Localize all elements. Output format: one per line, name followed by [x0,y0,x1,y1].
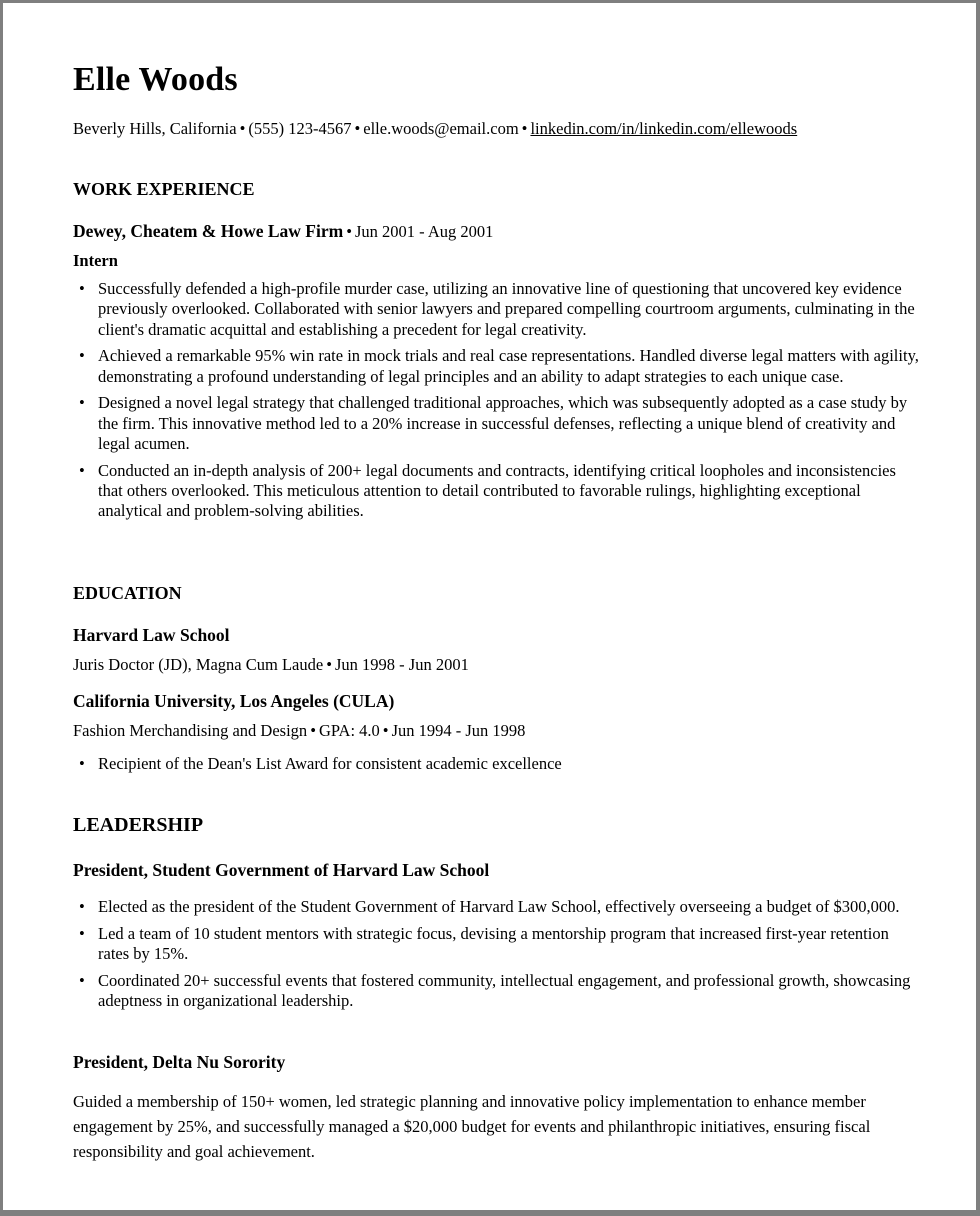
gpa: GPA: 4.0 [318,721,380,740]
bullet-text: Elected as the president of the Student Government of Harvard Law School, effectively overseeing a budget of $300,000. [98,897,900,916]
bullet-icon: • [79,897,85,916]
list-item [73,897,923,917]
bullet-text: Recipient of the Dean's List Award for consistent academic excellence [98,754,562,773]
degree: Juris Doctor (JD), Magna Cum Laude [73,655,324,674]
school-bullets [73,754,923,781]
bullet-icon: • [79,279,85,298]
job-role: Intern [73,251,118,270]
job-header [73,221,493,242]
bullet-icon: • [79,970,85,990]
bullet-icon: • [79,923,85,943]
list-item [73,393,923,454]
degree: Fashion Merchandising and Design [73,721,308,740]
leadership-bullets [73,897,923,1018]
bullet-icon: • [79,754,85,773]
bullet-icon: • [79,393,85,413]
separator: • [326,655,332,674]
list-item [73,279,923,340]
leadership-role-title: President, Delta Nu Sorority [73,1052,286,1072]
email: elle.woods@email.com [363,119,519,138]
list-item [73,461,923,522]
list-item [73,346,923,387]
separator: • [346,222,352,241]
leadership-role-title: President, Student Government of Harvard Law School [73,860,490,880]
list-item [73,754,923,774]
school-name: Harvard Law School [73,625,230,645]
separator: • [310,721,316,740]
bullet-text: Coordinated 20+ successful events that fostered community, intellectual engagement, and professional growth, showcasing adeptness in organizational leadership. [98,970,911,1011]
bullet-text: Designed a novel legal strategy that challenged traditional approaches, which was subsequently adopted as a case study by the firm. This innovative method led to a 20% increase in successful defenses, reflecting a unique blend of creativity and legal acumen. [98,393,908,454]
candidate-name: Elle Woods [73,61,238,98]
bullet-text: Led a team of 10 student mentors with strategic focus, devising a mentorship program that increased first-year retention rates by 15%. [98,923,889,964]
separator: • [521,119,528,138]
section-title-work-experience: WORK EXPERIENCE [73,179,255,199]
list-item [73,971,923,1012]
bullet-icon: • [79,346,85,366]
bullet-icon: • [79,460,85,480]
school-dates: Jun 1994 - Jun 1998 [391,721,526,740]
bullet-text: Achieved a remarkable 95% win rate in mock trials and real case representations. Handled diverse legal matters with agility, demonstrating a profound understanding of legal principles and an ability to adapt strategies to each unique case. [98,346,919,386]
separator: • [239,119,246,138]
school-dates: Jun 1998 - Jun 2001 [334,655,469,674]
bullet-text: Conducted an in-depth analysis of 200+ legal documents and contracts, identifying critical loopholes and inconsistencies that others overlooked. This meticulous attention to detail contributed to favorable rulings, highlighting exceptional analytical and problem-solving abilities. [98,460,896,521]
school-details [73,655,469,675]
leadership-description: Guided a membership of 150+ women, led strategic planning and innovative policy implementation to enhance member engagement by 25%, and successfully managed a $20,000 budget for events and philanthropic initiatives, ensuring fiscal responsibility and goal achievement. [73,1092,871,1161]
bullet-text: Successfully defended a high-profile murder case, utilizing an innovative line of questioning that uncovered key evidence previously overlooked. Collaborated with senior lawyers and prepared compelling courtroom arguments, culminating in the client's dramatic acquittal and establishing a precedent for legal creativity. [98,279,915,339]
location: Beverly Hills, California [73,119,237,138]
separator: • [382,721,389,740]
job-bullets [73,279,923,528]
school-details [73,721,525,741]
job-dates: Jun 2001 - Aug 2001 [355,222,494,241]
section-title-leadership: LEADERSHIP [73,814,204,836]
list-item [73,924,923,965]
linkedin-link[interactable]: linkedin.com/in/linkedin.com/ellewoods [530,119,798,138]
section-title-education: EDUCATION [73,583,182,603]
separator: • [354,119,361,138]
contact-line [73,119,797,139]
school-name: California University, Los Angeles (CULA) [73,691,395,711]
phone: (555) 123-4567 [248,119,352,138]
company-name: Dewey, Cheatem & Howe Law Firm [73,221,344,241]
